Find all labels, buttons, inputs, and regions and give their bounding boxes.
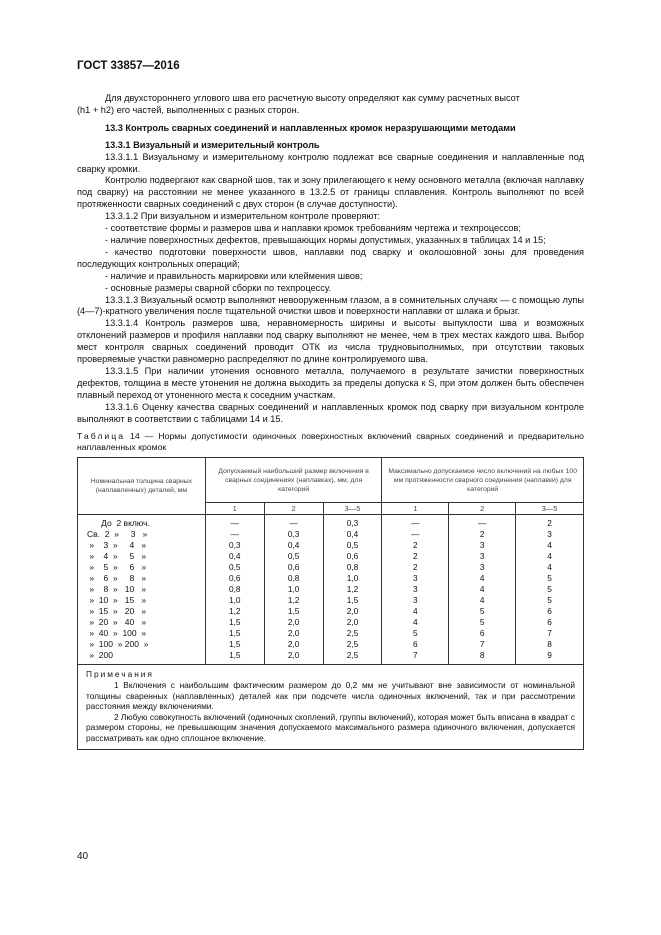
table-cell: До 2 включ. <box>87 518 150 529</box>
table-cell: 0,3 <box>346 518 359 529</box>
table-cell: 2 <box>413 540 418 551</box>
table-cell: » 6 » 8 » <box>87 573 147 584</box>
table-cell: 2,5 <box>346 628 359 639</box>
table-cell: 5 <box>547 573 552 584</box>
list-item: - качество подготовки поверхности швов, наплавки под сварку и околошовной зоны для проведения последующих контрольных операций; <box>77 246 584 269</box>
list-item: - соответствие формы и размеров шва и наплавки кромок требованиям чертежа и техпроцессов; <box>105 223 521 234</box>
table-cell: 0,4 <box>346 529 359 540</box>
thickness-column <box>78 515 206 665</box>
table-cell: — <box>289 518 298 529</box>
paragraph-intro-line1: Для двухстороннего углового шва его расчетную высоту определяют как сумму расчетных высот <box>105 93 520 103</box>
paragraph-control-scope: Контролю подвергают как сварной шов, так и зону прилегающего к нему основного металла (включая наплавку под сварку) на расстоянии не менее указанного в 13.2.5 от границы сплавления. Контроль выполняют по всей протяженности сварных соединений с двух сторон (в случае доступности). <box>77 175 584 210</box>
paragraph-13-3-1-6: 13.3.1.6 Оценку качества сварных соединений и наплавленных кромок под сварку при визуальном контроле выполняют в соответствии с таблицами 14 и 15. <box>77 401 584 424</box>
table-cell: 6 <box>547 606 552 617</box>
table-cell: 2,5 <box>346 650 359 661</box>
table-cell: 9 <box>547 650 552 661</box>
table-cell: 6 <box>479 628 485 639</box>
table-cell: 4 <box>413 617 418 628</box>
table-cell: » 100 » 200 » <box>87 639 149 650</box>
table-cell: — <box>478 518 487 529</box>
table-cell: — <box>411 518 420 529</box>
table-cell: 0,3 <box>228 540 241 551</box>
table-cell: 0,8 <box>228 584 241 595</box>
size-cat-header: 3—5 <box>323 503 382 515</box>
paragraph-13-3-1-5: 13.3.1.5 При наличии утонения основного металла, получаемого в результате зачистки поверхностных дефектов, толщина в месте утонения не должна выходить за пределы допуска к S, при этом должен быть обеспечен плавный переход от утоненного места к соседним участкам. <box>77 365 584 400</box>
table-cell: 1,0 <box>228 595 241 606</box>
table-cell: 2 <box>413 562 418 573</box>
table-cell: 0,3 <box>287 529 300 540</box>
paragraph-13-3-1-3: 13.3.1.3 Визуальный осмотр выполняют невооруженным глазом, а в сомнительных случаях — с помощью лупы (4—7)-кратного увеличения после тщательной очистки швов и поверхности наплавки от шлака и брызг. <box>77 294 584 317</box>
table-cell: 3 <box>479 551 485 562</box>
paragraph-13-3-1-4: 13.3.1.4 Контроль размеров шва, неравномерность ширины и высоты выпуклости шва и возможных отклонений размеров и профиля наплавки под сварку выполняют не менее, чем в трех местах каждого шва. Выбор мест контроля сварных соединений проводит ОТК из числа трудновыполнимых, при отсутствии таковых проверяемые участки равномерно распределяют по длине контролируемого шва. <box>77 318 584 365</box>
table-cell: 0,4 <box>228 551 241 562</box>
table-cell: 7 <box>547 628 552 639</box>
table-cell: 6 <box>547 617 552 628</box>
table-cell: » 20 » 40 » <box>87 617 147 628</box>
table-cell: 2 <box>413 551 418 562</box>
table-cell: » 200 <box>87 650 113 661</box>
table-cell: 0,8 <box>287 573 300 584</box>
table-cell: 0,4 <box>287 540 300 551</box>
document-header: ГОСТ 33857—2016 <box>77 60 180 72</box>
col-header-count-group: Максимально допускаемое число включений на любых 100 мм протяженности сварного соединения (наплавки) для категорий <box>382 458 584 503</box>
table-cell: 0,5 <box>346 540 359 551</box>
table-cell: 4 <box>547 540 552 551</box>
table-caption-text: 14 — Нормы допустимости одиночных поверхностных включений сварных соединений и предварительно наплавленных кромок <box>77 431 584 453</box>
table-cell: 3 <box>479 540 485 551</box>
table-cell: — <box>411 529 420 540</box>
size-cat3-column <box>323 515 382 665</box>
note-2: 2 Любую совокупность включений (одиночных скоплений, группы включений), которая может быть вписана в квадрат с размером стороны, не превышающим значения допускаемого максимального размера одиночного включения, допускается рассматривать как одно сплошное включение. <box>86 711 575 744</box>
table-cell: 8 <box>479 650 485 661</box>
table-cell: » 4 » 5 » <box>87 551 147 562</box>
table-cell: 7 <box>479 639 485 650</box>
table-cell: 4 <box>479 595 485 606</box>
table-cell: 2 <box>547 518 552 529</box>
paragraph-intro <box>77 93 584 117</box>
table-cell: 5 <box>413 628 418 639</box>
count-cat3-column <box>516 515 584 665</box>
table-cell: 1,5 <box>228 628 241 639</box>
table-cell: 3 <box>413 595 418 606</box>
list-item: - наличие и правильность маркировки или клеймения швов; <box>105 270 363 281</box>
count-cat-header: 1 <box>382 503 449 515</box>
inclusion-norms-table <box>77 457 584 749</box>
table-cell: 4 <box>413 606 418 617</box>
table-cell: 2,0 <box>346 617 359 628</box>
size-cat-header: 2 <box>264 503 323 515</box>
table-cell: 1,5 <box>346 595 359 606</box>
table-cell: 0,5 <box>287 551 300 562</box>
table-cell: — <box>230 518 239 529</box>
col-header-size-group: Допускаемый наибольший размер включения в сварных соединениях (наплавках), мм, для категорий <box>205 458 382 503</box>
count-cat-header: 3—5 <box>516 503 584 515</box>
table-cell: 8 <box>547 639 552 650</box>
paragraph-13-3-1-1: 13.3.1.1 Визуальному и измерительному контролю подлежат все сварные соединения и наплавленные под сварку кромки. <box>77 151 584 174</box>
section-13-3-heading: 13.3 Контроль сварных соединений и наплавленных кромок неразрушающими методами <box>105 122 516 133</box>
table-cell: 1,5 <box>287 606 300 617</box>
table-cell: 5 <box>547 584 552 595</box>
table-cell: 7 <box>413 650 418 661</box>
table-cell: » 10 » 15 » <box>87 595 147 606</box>
table-cell: » 40 » 100 » <box>87 628 147 639</box>
table-cell: 4 <box>479 584 485 595</box>
table-cell: 0,6 <box>346 551 359 562</box>
table-cell: 0,5 <box>228 562 241 573</box>
table-cell: 2,0 <box>346 606 359 617</box>
table-caption-label: Таблица <box>77 431 126 442</box>
page-number: 40 <box>77 851 89 862</box>
table-cell: 5 <box>479 606 485 617</box>
table-cell: 2,0 <box>287 639 300 650</box>
table-cell: 1,0 <box>346 573 359 584</box>
table-cell: 4 <box>547 562 552 573</box>
table-cell: 6 <box>413 639 418 650</box>
table-cell: 4 <box>479 573 485 584</box>
section-13-3-1-heading: 13.3.1 Визуальный и измерительный контроль <box>105 139 320 150</box>
table-cell: 1,2 <box>228 606 241 617</box>
table-cell: 3 <box>413 584 418 595</box>
table-cell: 0,8 <box>346 562 359 573</box>
table-cell: — <box>230 529 239 540</box>
table-cell: 2,0 <box>287 650 300 661</box>
table-cell: Св. 2 » 3 » <box>87 529 148 540</box>
table-cell: 3 <box>479 562 485 573</box>
table-cell: 3 <box>547 529 552 540</box>
table-cell: 5 <box>547 595 552 606</box>
size-cat2-column <box>264 515 323 665</box>
table-cell: 1,2 <box>287 595 300 606</box>
size-cat-header: 1 <box>205 503 264 515</box>
paragraph-intro-line2: (h1 + h2) его частей, выполненных с разных сторон. <box>77 104 300 115</box>
table-cell: 3 <box>413 573 418 584</box>
table-cell: 1,5 <box>228 639 241 650</box>
count-cat1-column <box>382 515 449 665</box>
table-cell: 1,0 <box>287 584 300 595</box>
table-cell: 0,6 <box>287 562 300 573</box>
table-cell: 2,5 <box>346 639 359 650</box>
page-content <box>77 93 584 750</box>
paragraph-13-3-1-2: 13.3.1.2 При визуальном и измерительном контроле проверяют: <box>105 211 380 222</box>
list-item: - основные размеры сварной сборки по техпроцессу. <box>105 282 332 293</box>
list-item: - наличие поверхностных дефектов, превышающих нормы допустимых, указанных в таблицах 14 и 15; <box>105 234 546 245</box>
table-cell: 0,6 <box>228 573 241 584</box>
note-1: 1 Включения с наибольшим фактическим размером до 0,2 мм не учитывают вне зависимости от номинальной толщины сваренных (наплавленных) деталей как при подсчете числа одиночных включений, так и при рассмотрении расстояния между включениями. <box>86 680 575 712</box>
count-cat2-column <box>449 515 516 665</box>
table-cell: 5 <box>479 617 485 628</box>
table-cell: 1,5 <box>228 617 241 628</box>
size-cat1-column <box>205 515 264 665</box>
table-cell: 4 <box>547 551 552 562</box>
table-cell: » 8 » 10 » <box>87 584 147 595</box>
table-cell: » 3 » 4 » <box>87 540 147 551</box>
table-cell: » 5 » 6 » <box>87 562 147 573</box>
table-cell: » 15 » 20 » <box>87 606 147 617</box>
table-cell: 2 <box>479 529 485 540</box>
table-notes <box>78 665 584 749</box>
table-caption <box>77 431 584 453</box>
table-cell: 1,2 <box>346 584 359 595</box>
table-cell: 2,0 <box>287 628 300 639</box>
table-cell: 2,0 <box>287 617 300 628</box>
table-cell: 1,5 <box>228 650 241 661</box>
notes-title: Примечания <box>86 669 154 680</box>
count-cat-header: 2 <box>449 503 516 515</box>
col-header-thickness: Номинальная толщина сварных (наплавленных) деталей, мм <box>78 458 206 515</box>
